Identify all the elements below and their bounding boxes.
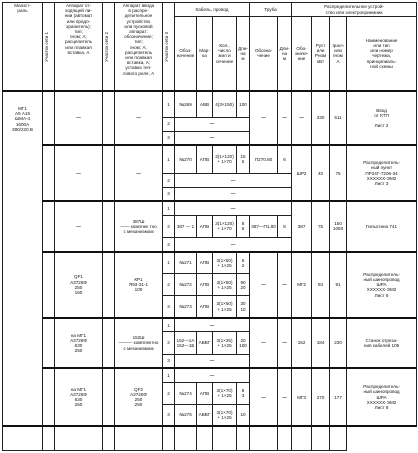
tail-recv-power (292, 426, 312, 450)
block-4-seg1 (43, 318, 55, 368)
header-cable-designation: Обоз- начение (175, 17, 197, 91)
block-1-line-1-dlina: 15 5 (237, 145, 250, 173)
block-3-line-3-dlina: 30 10 (237, 296, 250, 318)
block-2-seg2 (103, 201, 115, 251)
tail-n (115, 426, 163, 450)
block-4-recv-current: 230 (330, 318, 347, 368)
block-3-line-1-marka: АПВ (197, 252, 213, 274)
block-3-line-1-dlina: 6 2 (237, 252, 250, 274)
block-2-outgoing: — (55, 201, 103, 251)
tail-pipe-len (250, 426, 278, 450)
block-3-outgoing: QF1 А3726Ф 250 160 (55, 252, 103, 318)
block-3-line-2-obozn: №272 (175, 274, 197, 296)
tail-recv-current (312, 426, 330, 450)
block-1-recv-name: Распределитель- ный пункт ПР24Г-7206-34 ХХХХХХ-ЭМ2 Лист 3 (347, 145, 417, 201)
block-5-line-2-dlina: 8 3 (237, 382, 250, 404)
header-magistral: Магист- раль (3, 3, 43, 91)
header-distribution: Распределительное устрой- ство или электроприемник (292, 3, 417, 17)
block-1-line-3-n: 3 (163, 187, 175, 201)
block-1-recv-power: 40 (312, 145, 330, 201)
block-2-recv-name: Гильотина 741 (347, 201, 417, 251)
block-2-input: 387Ш —— комплек тно с механизмом (115, 201, 163, 251)
block-3-line-2-dlina: 90 20 (237, 274, 250, 296)
block-1-line-1-obozn: №270 (175, 145, 197, 173)
block-1-outgoing: — (55, 145, 103, 201)
magistral-cell: МГ1 А9 А15 ШМА-4 1600А 380/220 В (3, 91, 43, 426)
block-2-line-3-dash: — (175, 238, 292, 252)
block-4-pipe-len: — (278, 318, 292, 368)
block-5-seg1 (43, 368, 55, 426)
block-4-line-2-kol: 3(1×25) + 1×25 (213, 332, 237, 354)
block-3-recv-name: Распределитель- ный шинопровод ШРА ХХХХХХ-ЭМ2 Лист 6 (347, 252, 417, 318)
block-1-line-3-dash: — (175, 187, 292, 201)
tail-recv-obozn (278, 426, 292, 450)
block-1-line-1-n: 1 (163, 145, 175, 173)
header-segment-3: Участок сети 3 (163, 3, 175, 91)
block-4-pipe: — (250, 318, 278, 368)
block-4-recv-name: Станок отреза- ния кабелей 105 (347, 318, 417, 368)
tail-kol (197, 426, 213, 450)
block-4-input: 152Ш ——— комплектно с механизмом (115, 318, 163, 368)
block-3-line-3-kol: 3(1×50) + 1×25 (213, 296, 237, 318)
block-3-recv-obozn: МГ2 (292, 252, 312, 318)
block-2-line-2-obozn: 387 — 1 (175, 215, 197, 237)
block-2-recv-power: 75 (312, 201, 330, 251)
block-5-line-3-marka: АВВГ (197, 404, 213, 426)
tail-obozn (163, 426, 175, 450)
block-5-pipe-len: — (278, 368, 292, 426)
block-4-recv-power: 184 (312, 318, 330, 368)
block-2-line-2-dlina: 8 5 (237, 215, 250, 237)
block-4-line-1-dash: — (175, 318, 250, 332)
header-receiver-name: Наименование или тип или номер чертежа, принципиаль- ной схемы (347, 17, 417, 91)
block-5-line-2-n: 2 (163, 382, 175, 404)
tail-dlina (213, 426, 237, 450)
block-3-seg1 (43, 252, 55, 318)
block-0-recv-current: 511 (330, 91, 347, 145)
block-2-line-2-marka: АПВ (197, 215, 213, 237)
tail-recv-name (330, 426, 347, 450)
block-3-line-2-marka: АПВ (197, 274, 213, 296)
block-1-recv-obozn: ШР2 (292, 145, 312, 201)
block-0-recv-power: 330 (312, 91, 330, 145)
header-pipe: Труба (250, 3, 292, 17)
header-cable-cores: Кол., число жил и сечение (213, 17, 237, 91)
block-5-line-2-obozn: №274 (175, 382, 197, 404)
block-5-line-2-marka: АПВ (197, 382, 213, 404)
block-4-line-2-dlina: 20 100 (237, 332, 250, 354)
block-4-line-2-n: 2 (163, 332, 175, 354)
block-3-pipe: — (250, 252, 278, 318)
header-receiver-power: Руст или Рном кВт (312, 17, 330, 91)
block-0-outgoing: — (55, 91, 103, 145)
block-0-line-1-kol: 4(3×150) (213, 91, 237, 117)
block-5-recv-obozn: МГ3 (292, 368, 312, 426)
block-2-recv-current: 150 1050 (330, 201, 347, 251)
header-segment-1: Участок сети 1 (43, 3, 55, 91)
block-1-line-1-kol: 3(1×120) + 1×70 (213, 145, 237, 173)
block-1-line-2-n: 2 (163, 173, 175, 187)
block-4-seg2 (103, 318, 115, 368)
block-0-pipe: — (250, 91, 278, 145)
block-2-line-1-n: 1 (163, 201, 175, 215)
block-1-line-1-marka: АПВ (197, 145, 213, 173)
block-0-line-3-dash: — (175, 131, 250, 145)
block-1-line-2-dash: — (175, 173, 292, 187)
block-0-line-3-n: 3 (163, 131, 175, 145)
block-2-line-3-n: 3 (163, 238, 175, 252)
block-3-line-1-n: 1 (163, 252, 175, 274)
block-4-line-2-obozn: 152—1А 152—1Б (175, 332, 197, 354)
block-5-recv-power: 270 (312, 368, 330, 426)
block-5-outgoing: на МГ1 А3726Ф 630 250 (55, 368, 103, 426)
header-cable-length: Дли- на м (237, 17, 250, 91)
block-5-line-1-n: 1 (163, 368, 175, 382)
header-receiver-designation: Обо- значе- ние (292, 17, 312, 91)
block-5-line-3-dlina: 10 (237, 404, 250, 426)
tail-pipe (237, 426, 250, 450)
block-2-line-2-n: 2 (163, 215, 175, 237)
tail-outgoing (43, 426, 55, 450)
block-3-line-1-obozn: №271 (175, 252, 197, 274)
block-1-input: — (115, 145, 163, 201)
block-3-seg2 (103, 252, 115, 318)
block-2-recv-obozn: 387 (292, 201, 312, 251)
block-0-seg1 (43, 91, 55, 145)
block-4-line-3-dash: — (175, 354, 250, 368)
block-1-recv-current: 75 (330, 145, 347, 201)
block-2-line-2-kol: 3(1×120) + 1×70 (213, 215, 237, 237)
block-3-pipe-len: — (278, 252, 292, 318)
block-3-line-3-n: 3 (163, 296, 175, 318)
block-0-line-1-n: 1 (163, 91, 175, 117)
block-0-pipe-len: — (278, 91, 292, 145)
block-0-line-1-marka: АВВ (197, 91, 213, 117)
block-4-recv-obozn: 152 (292, 318, 312, 368)
tail-seg1 (3, 426, 43, 450)
header-pipe-designation: Обозна- чение (250, 17, 278, 91)
block-3-line-1-kol: 3(1×50) + 1×25 (213, 252, 237, 274)
block-2-line-2-pipe-len: 8 (278, 215, 292, 237)
block-3-line-3-obozn: №273 (175, 296, 197, 318)
block-0-line-2-dash: — (175, 117, 250, 131)
block-0-line-2-n: 2 (163, 117, 175, 131)
block-4-line-1-n: 1 (163, 318, 175, 332)
block-0-line-1-obozn: №269 (175, 91, 197, 117)
block-2-seg1 (43, 201, 55, 251)
block-1-line-1-pipe-len: 6 (278, 145, 292, 173)
header-segment-2: Участок сети 2 (103, 3, 115, 91)
tail-marka (175, 426, 197, 450)
block-2-line-2-pipe: 387—П1.80 (250, 215, 278, 237)
header-cable: Кабель, провод (175, 3, 250, 17)
electrical-schedule-table (2, 2, 417, 451)
block-5-input: QF2 А3726Ф 250 250 (115, 368, 163, 426)
tail-input (103, 426, 115, 450)
block-4-line-2-marka: АВВГ (197, 332, 213, 354)
block-5-seg2 (103, 368, 115, 426)
header-cable-brand: Мар- ка (197, 17, 213, 91)
block-5-line-3-obozn: №275 (175, 404, 197, 426)
block-5-line-1-dash: — (175, 368, 250, 382)
block-1-line-1-pipe: П270.80 (250, 145, 278, 173)
header-receiver-current: Iрасч или Iном А (330, 17, 347, 91)
block-3-line-2-kol: 3(1×50) + 1×25 (213, 274, 237, 296)
block-5-recv-current: 177 (330, 368, 347, 426)
block-5-recv-name: Распределитель- ный шинопровод ШРА ХХХХХХ-ЭМ2 Лист 8 (347, 368, 417, 426)
header-pipe-length: Дли- на м (278, 17, 292, 91)
tail-seg2 (55, 426, 103, 450)
block-1-seg2 (103, 145, 115, 201)
block-5-line-3-n: 3 (163, 404, 175, 426)
block-2-line-1-dash: — (175, 201, 292, 215)
block-0-line-1-dlina: 100 (237, 91, 250, 117)
block-3-line-3-marka: АПВ (197, 296, 213, 318)
block-1-seg1 (43, 145, 55, 201)
header-outgoing-device: Аппарат от- ходящей ли- нии (автомат или предо- хранитель): тип; Iном; A; расцепитель или плавкая вставка, A (55, 3, 103, 91)
block-0-input: — (115, 91, 163, 145)
block-4-line-3-n: 3 (163, 354, 175, 368)
block-3-line-2-n: 2 (163, 274, 175, 296)
block-5-line-2-kol: 3(1×70) + 1×25 (213, 382, 237, 404)
block-0-seg2 (103, 91, 115, 145)
block-5-pipe: — (250, 368, 278, 426)
block-0-recv-obozn: — (292, 91, 312, 145)
block-3-recv-power: 84 (312, 252, 330, 318)
header-input-device: Аппарат ввода в распре- делительное устройство или пусковой аппарат: обозначение; тип; Iном; A; расцепитель или плавкая вставка, A; уставка теп- лового реле, A (115, 3, 163, 91)
block-4-outgoing: на МГ1 А3726Ф 630 250 (55, 318, 103, 368)
block-3-recv-current: 91 (330, 252, 347, 318)
block-3-input: КР1 Я93-31-1 100 (115, 252, 163, 318)
block-0-recv-name: Ввод от КТП Лист 2 (347, 91, 417, 145)
block-5-line-3-kol: 3(1×70) + 1×25 (213, 404, 237, 426)
